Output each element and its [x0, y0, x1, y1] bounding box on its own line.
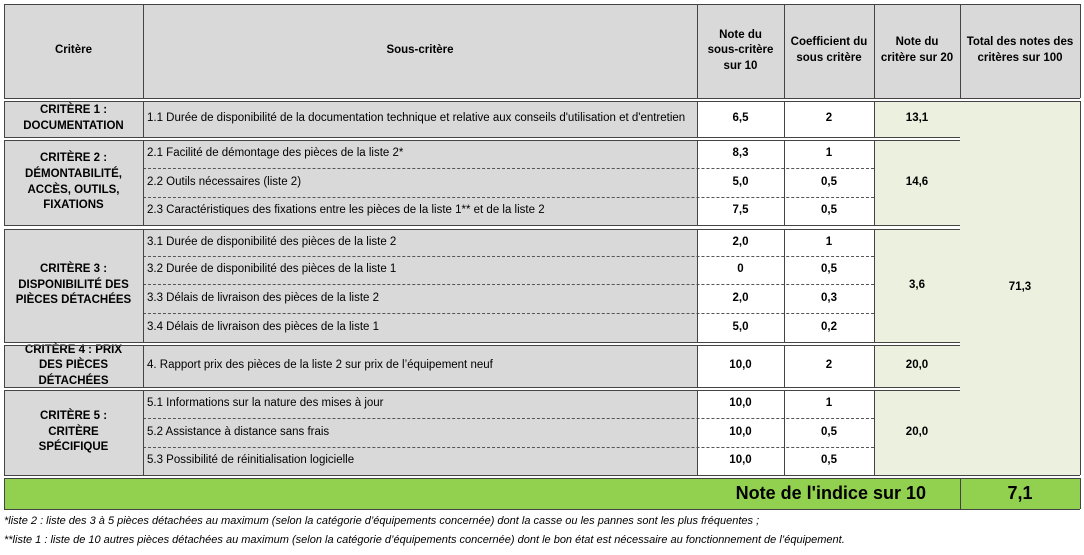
sub-row-divider — [143, 168, 874, 169]
block-top-border — [4, 229, 960, 230]
total-right-border — [1080, 101, 1081, 475]
criterion-label: CRITÈRE 3 : DISPONIBILITÉ DES PIÈCES DÉTACHÉES — [4, 229, 143, 342]
sub-criterion-text: 5.3 Possibilité de réinitialisation logicielle — [143, 447, 697, 475]
block-top-border — [4, 390, 960, 391]
block-column-border — [143, 140, 144, 225]
sub-criterion-text: 4. Rapport prix des pièces de la liste 2 sur prix de l’équipement neuf — [143, 345, 697, 387]
sub-row-divider — [143, 313, 874, 314]
criterion-note-20: 20,0 — [874, 345, 960, 387]
sub-criterion-text: 5.2 Assistance à distance sans frais — [143, 418, 697, 447]
sub-criterion-note: 5,0 — [697, 168, 784, 197]
block-bottom-border — [4, 137, 960, 138]
header-column-border — [784, 4, 785, 98]
sub-criterion-coefficient: 0,5 — [784, 447, 874, 475]
sub-row-divider — [143, 447, 874, 448]
sub-criterion-coefficient: 1 — [784, 229, 874, 256]
criterion-note-20: 14,6 — [874, 140, 960, 225]
index-bottom-border — [4, 509, 1080, 510]
sub-criterion-text: 2.3 Caractéristiques des fixations entre les pièces de la liste 1** et de la liste 2 — [143, 197, 697, 225]
header-critere: Critère — [4, 4, 143, 98]
sub-criterion-text: 2.1 Facilité de démontage des pièces de la liste 2* — [143, 140, 697, 168]
sub-criterion-text: 3.1 Durée de disponibilité des pièces de la liste 2 — [143, 229, 697, 256]
index-column-border — [4, 478, 5, 509]
sub-criterion-text: 5.1 Informations sur la nature des mises à jour — [143, 390, 697, 418]
sub-criterion-text: 2.2 Outils nécessaires (liste 2) — [143, 168, 697, 197]
sub-criterion-coefficient: 0,2 — [784, 313, 874, 342]
block-column-border — [697, 140, 698, 225]
index-column-border — [1080, 478, 1081, 509]
block-column-border — [4, 345, 5, 387]
sub-row-divider — [143, 256, 874, 257]
sub-criterion-text: 1.1 Durée de disponibilité de la documentation technique et relative aux conseils d'utilisation et d'entretien — [143, 101, 697, 137]
header-note-sous-critere: Note du sous-critère sur 10 — [697, 4, 784, 98]
block-column-border — [784, 140, 785, 225]
block-bottom-border — [4, 225, 960, 226]
sub-criterion-note: 7,5 — [697, 197, 784, 225]
block-column-border — [874, 345, 875, 387]
sub-criterion-coefficient: 1 — [784, 140, 874, 168]
sub-criterion-coefficient: 0,3 — [784, 284, 874, 313]
header-total: Total des notes des critères sur 100 — [960, 4, 1080, 98]
sub-criterion-coefficient: 2 — [784, 345, 874, 387]
sub-criterion-note: 2,0 — [697, 284, 784, 313]
header-column-border — [4, 4, 5, 98]
block-column-border — [784, 101, 785, 137]
header-column-border — [874, 4, 875, 98]
header-note-critere: Note du critère sur 20 — [874, 4, 960, 98]
header-sous-critere: Sous-critère — [143, 4, 697, 98]
sub-criterion-note: 2,0 — [697, 229, 784, 256]
block-bottom-border — [4, 475, 960, 476]
header-column-border — [960, 4, 961, 98]
footnote-liste-1: **liste 1 : liste de 10 autres pièces détachées au maximum (selon la catégorie d’équipements concernée) dont le bon état est nécessaire au fonctionnement de l’équipement. — [4, 534, 845, 546]
header-column-border — [1080, 4, 1081, 98]
block-column-border — [874, 101, 875, 137]
sub-criterion-coefficient: 2 — [784, 101, 874, 137]
block-column-border — [4, 140, 5, 225]
criterion-note-20: 3,6 — [874, 229, 960, 342]
sub-criterion-coefficient: 0,5 — [784, 256, 874, 284]
sub-row-divider — [143, 418, 874, 419]
sub-criterion-note: 10,0 — [697, 345, 784, 387]
index-value: 7,1 — [960, 478, 1080, 509]
sub-row-divider — [143, 197, 874, 198]
sub-criterion-coefficient: 0,5 — [784, 418, 874, 447]
sub-criterion-note: 5,0 — [697, 313, 784, 342]
sub-criterion-note: 8,3 — [697, 140, 784, 168]
criterion-label: CRITÈRE 5 : CRITÈRE SPÉCIFIQUE — [4, 390, 143, 475]
sub-row-divider — [143, 284, 874, 285]
block-column-border — [4, 101, 5, 137]
block-column-border — [784, 229, 785, 342]
criterion-label: CRITÈRE 1 : DOCUMENTATION — [4, 101, 143, 137]
index-label: Note de l'indice sur 10 — [4, 478, 960, 509]
block-column-border — [784, 390, 785, 475]
total-bottom-border — [960, 475, 1080, 476]
sub-criterion-note: 10,0 — [697, 447, 784, 475]
block-top-border — [4, 101, 960, 102]
header-column-border — [697, 4, 698, 98]
sub-criterion-text: 3.4 Délais de livraison des pièces de la liste 1 — [143, 313, 697, 342]
block-top-border — [4, 345, 960, 346]
index-column-border — [960, 478, 961, 509]
sub-criterion-text: 3.2 Durée de disponibilité des pièces de la liste 1 — [143, 256, 697, 284]
block-column-border — [143, 101, 144, 137]
header-column-border — [143, 4, 144, 98]
block-column-border — [697, 229, 698, 342]
criterion-note-20: 20,0 — [874, 390, 960, 475]
block-column-border — [874, 229, 875, 342]
block-column-border — [874, 390, 875, 475]
sub-criterion-coefficient: 0,5 — [784, 168, 874, 197]
block-column-border — [874, 140, 875, 225]
sub-criterion-coefficient: 1 — [784, 390, 874, 418]
total-value: 71,3 — [960, 101, 1080, 475]
sub-criterion-note: 0 — [697, 256, 784, 284]
block-column-border — [143, 345, 144, 387]
sub-criterion-note: 10,0 — [697, 418, 784, 447]
block-column-border — [697, 345, 698, 387]
block-column-border — [143, 390, 144, 475]
header-top-border — [4, 4, 1080, 5]
criterion-note-20: 13,1 — [874, 101, 960, 137]
block-column-border — [784, 345, 785, 387]
sub-criterion-coefficient: 0,5 — [784, 197, 874, 225]
sub-criterion-text: 3.3 Délais de livraison des pièces de la liste 2 — [143, 284, 697, 313]
footnote-liste-2: *liste 2 : liste des 3 à 5 pièces détachées au maximum (selon la catégorie d’équipements concernée) dont la casse ou les pannes sont les plus fréquentes ; — [4, 515, 760, 527]
criterion-label: CRITÈRE 2 : DÉMONTABILITÉ, ACCÈS, OUTILS, FIXATIONS — [4, 140, 143, 225]
criterion-label: CRITÈRE 4 : PRIX DES PIÈCES DÉTACHÉES — [4, 345, 143, 387]
header-coefficient: Coefficient du sous critère — [784, 4, 874, 98]
block-column-border — [4, 229, 5, 342]
block-column-border — [143, 229, 144, 342]
block-bottom-border — [4, 387, 960, 388]
block-column-border — [697, 101, 698, 137]
sub-criterion-note: 10,0 — [697, 390, 784, 418]
block-column-border — [697, 390, 698, 475]
block-bottom-border — [4, 342, 960, 343]
total-top-border — [960, 101, 1080, 102]
block-top-border — [4, 140, 960, 141]
header-bottom-border — [4, 98, 1080, 99]
block-column-border — [4, 390, 5, 475]
sub-criterion-note: 6,5 — [697, 101, 784, 137]
index-top-border — [4, 478, 1080, 479]
